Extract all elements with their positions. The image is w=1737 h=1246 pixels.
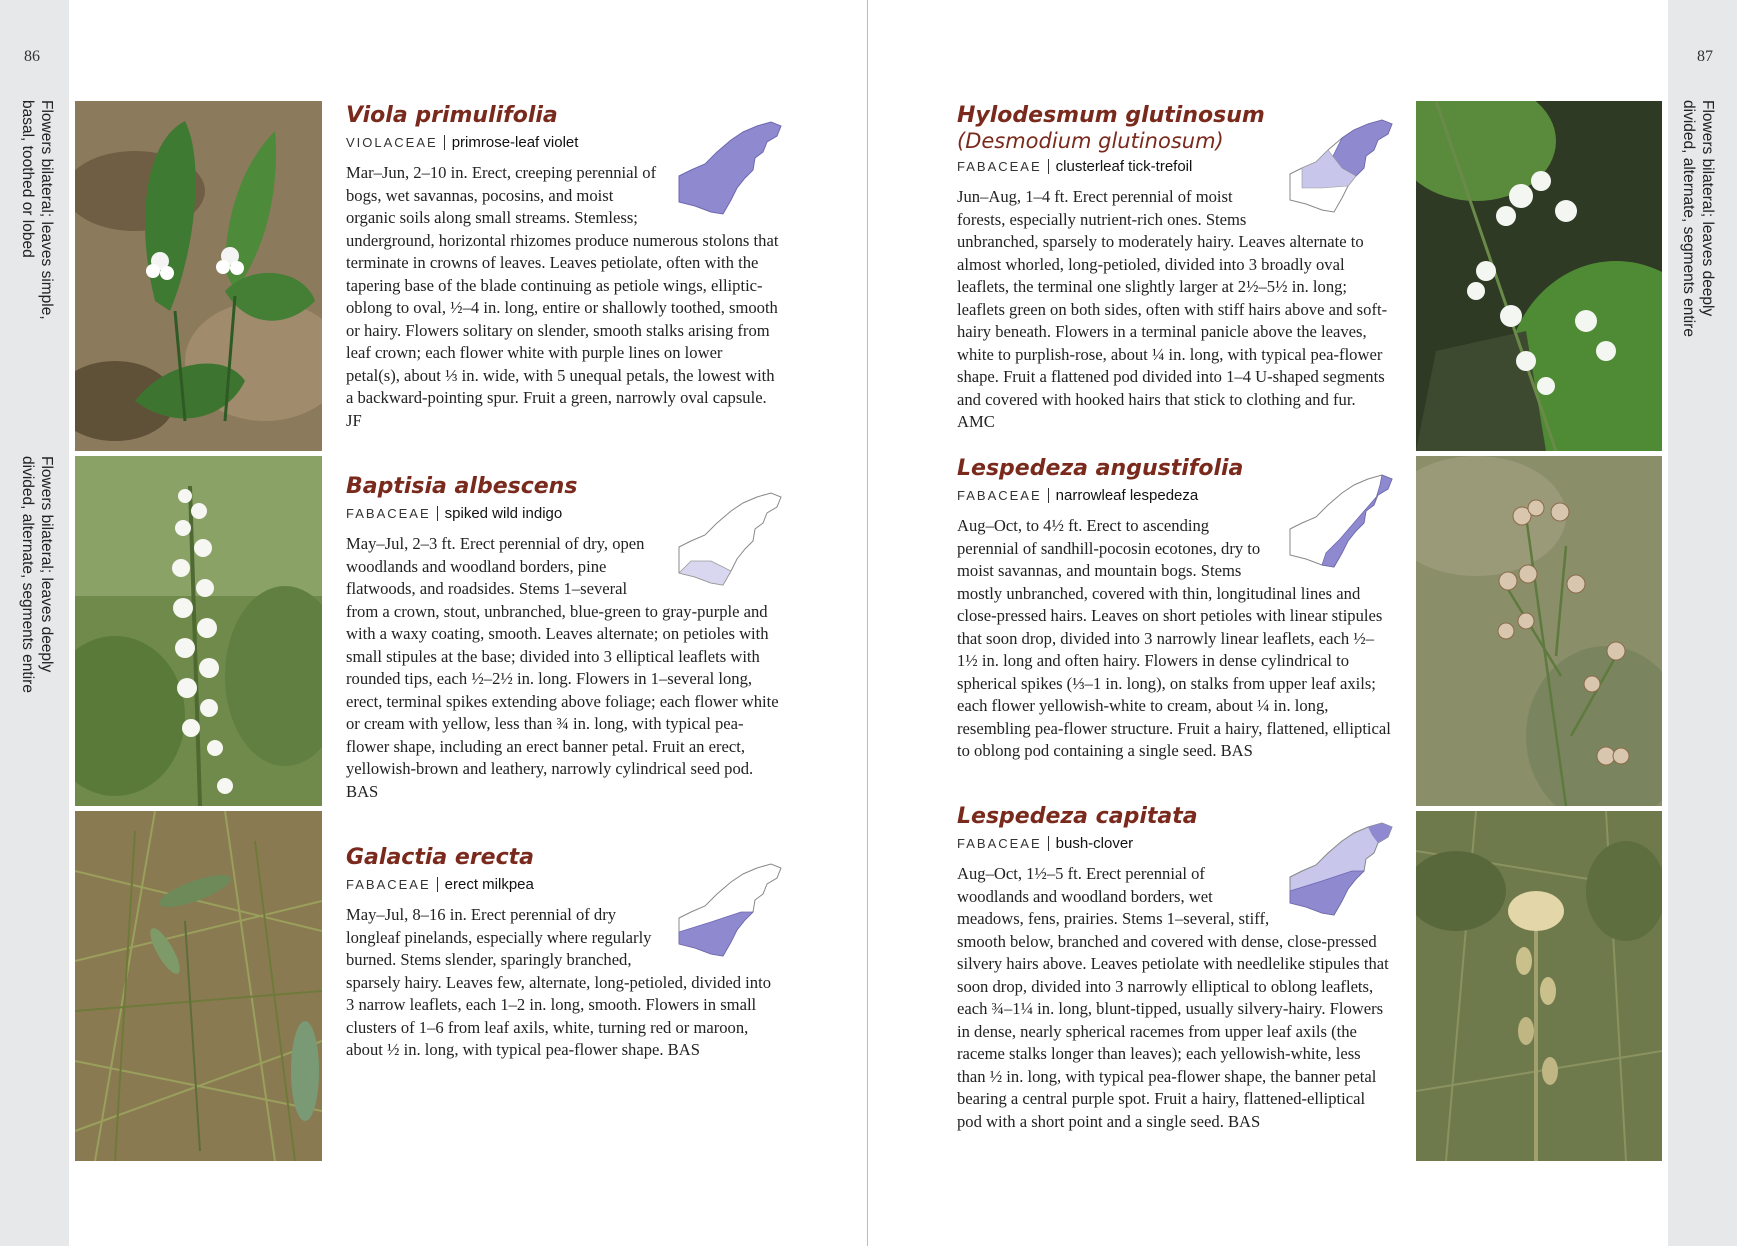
- description: Aug–Oct, to 4½ ft. Erect to ascending perennial of sandhill-pocosin ecotones, dry to moist savannas, and mountain bogs. Stems mostly unbranched, covered with thin, longitudinal lines and close-pressed hairs. Leaves on short petioles with linear stipules that soon drop, divided into 3 narrowly linear leaflets, each ½–1½ in. long and often hairy. Flowers in dense cylindrical to spherical spikes (⅓–1 in. long), on stalks from upper leaf axils; each flower yellowish-white to cream, about ¼ in. long, resembling pea-flower structure. Fruit a hairy, flattened, elliptical to oblong pod containing a single seed. BAS: [957, 516, 1391, 760]
- common-name: bush-clover: [1055, 835, 1134, 852]
- entry-lespedeza-angustifolia: [957, 456, 1391, 763]
- photo-hylodesmum-glutinosum: [1416, 101, 1662, 451]
- entry-viola-primulifolia: [346, 103, 780, 432]
- range-map: [668, 120, 786, 218]
- scientific-name: Lespedeza angustifolia: [957, 456, 1244, 481]
- family-name: FABACEAE: [346, 877, 431, 892]
- photo-baptisia-albescens: [75, 456, 322, 806]
- description: Mar–Jun, 2–10 in. Erect, creeping perennial of bogs, wet savannas, pocosins, and moist organic soils along small streams. Stemless; underground, horizontal rhizomes produce numerous stolons that terminate in crowns of leaves. Leaves petiolate, often with the tapering base of the blade continuing as petiole wings, elliptic-oblong to oval, ½–4 in. long, entire or shallowly toothed, smooth or hairy. Flowers solitary on slender, smooth stalks arising from leaf crown; each flower white with purple lines on lower petal(s), about ⅓ in. wide, with 5 unequal petals, the lowest with a backward-pointing spur. Fruit a green, narrowly oval capsule. JF: [346, 163, 779, 430]
- scientific-name: Lespedeza capitata: [957, 804, 1198, 829]
- description-block: [346, 162, 780, 432]
- synonym: (Desmodium glutinosum): [957, 129, 1224, 153]
- photo-lespedeza-angustifolia: [1416, 456, 1662, 806]
- common-name: primrose-leaf violet: [451, 134, 579, 151]
- description-block: [957, 863, 1391, 1133]
- description-block: [957, 186, 1391, 434]
- range-map: [668, 862, 786, 960]
- description: Jun–Aug, 1–4 ft. Erect perennial of moist forests, especially nutrient-rich ones. Stems unbranched, sparsely to moderately hairy. Leaves alternate to almost whorled, long-petioled, divided into 3 broadly oval leaflets, the terminal one slightly larger at 2½–5½ in. long; leaflets green on both sides, often with stiff hairs above and soft-hairy beneath. Flowers in a terminal panicle above the leaves, white to purplish-rose, about ¼ in. long, with typical pea-flower shape. Fruit a flattened pod divided into 1–4 U-shaped segments and covered with hooked hairs that stick to clothing and fur. AMC: [957, 187, 1388, 431]
- family-name: FABACEAE: [957, 836, 1042, 851]
- left-tab-label-bottom: Flowers bilateral; leaves deeply divided, alternate, segments entire: [19, 456, 55, 693]
- photo-lespedeza-capitata: [1416, 811, 1662, 1161]
- page-number-right: 87: [1697, 48, 1713, 65]
- left-tab-label-top: Flowers bilateral; leaves simple, basal, toothed or lobed: [19, 100, 55, 320]
- entry-lespedeza-capitata: [957, 804, 1391, 1133]
- entry-hylodesmum-glutinosum: [957, 103, 1391, 434]
- page-number-left: 86: [24, 48, 40, 65]
- photo-viola-primulifolia: [75, 101, 322, 451]
- description: May–Jul, 2–3 ft. Erect perennial of dry, open woodlands and woodland borders, pine flatwoods, and roadsides. Stems 1–several from a crown, stout, unbranched, blue-green to gray-purple and with a waxy coating, smooth. Leaves alternate; on petioles with small stipules at the base; divided into 3 elliptical leaflets with rounded tips, each ½–2½ in. long. Flowers in 1–several long, erect, terminal spikes extending above foliage; each flower white or cream with yellow, less than ¾ in. long, with typical pea-flower shape, including an erect banner petal. Fruit an erect, yellowish-brown and leathery, narrowly cylindrical seed pod. BAS: [346, 534, 779, 801]
- family-name: VIOLACEAE: [346, 135, 438, 150]
- family-name: FABACEAE: [957, 488, 1042, 503]
- description-block: [957, 515, 1391, 763]
- family-name: FABACEAE: [346, 506, 431, 521]
- range-map: [1279, 821, 1397, 919]
- common-name: clusterleaf tick-trefoil: [1055, 158, 1193, 175]
- scientific-name: Viola primulifolia: [346, 103, 558, 128]
- common-name: spiked wild indigo: [444, 505, 563, 522]
- family-name: FABACEAE: [957, 159, 1042, 174]
- right-tab-label: Flowers bilateral; leaves deeply divided, alternate, segments entire: [1680, 100, 1716, 337]
- entry-galactia-erecta: [346, 845, 780, 1062]
- range-map: [1279, 473, 1397, 571]
- scientific-name: Hylodesmum glutinosum: [957, 103, 1265, 128]
- description-block: [346, 904, 780, 1062]
- common-name: narrowleaf lespedeza: [1055, 487, 1199, 504]
- range-map: [668, 491, 786, 589]
- common-name: erect milkpea: [444, 876, 534, 893]
- entry-baptisia-albescens: [346, 474, 780, 803]
- description: Aug–Oct, 1½–5 ft. Erect perennial of woodlands and woodland borders, wet meadows, fens, prairies. Stems 1–several, stiff, smooth below, branched and covered with dense, close-pressed silvery hairs above. Leaves petiolate with needlelike stipules that soon drop, divided into 3 narrowly elliptical to oblong leaflets, each ¾–1¼ in. long, blunt-tipped, usually silvery-hairy. Flowers in dense, nearly spherical racemes from upper leaf axils (the raceme stalks longer than leaves); each yellowish-white, less than ½ in. long, with typical pea-flower shape, the banner petal bearing a central purple spot. Fruit a hairy, flattened-elliptical pod with a short point and a single seed. BAS: [957, 864, 1389, 1131]
- description: May–Jul, 8–16 in. Erect perennial of dry longleaf pinelands, especially where regularly burned. Stems slender, sparingly branched, sparsely hairy. Leaves few, alternate, long-petioled, divided into 3 narrow leaflets, each 1–2 in. long, smooth. Flowers in small clusters of 1–6 from leaf axils, white, turning red or maroon, about ½ in. long, with typical pea-flower shape. BAS: [346, 905, 771, 1059]
- range-map: [1279, 118, 1397, 216]
- photo-galactia-erecta: [75, 811, 322, 1161]
- scientific-name: Baptisia albescens: [346, 474, 578, 499]
- left-page: [0, 0, 868, 1246]
- scientific-name: Galactia erecta: [346, 845, 534, 870]
- description-block: [346, 533, 780, 803]
